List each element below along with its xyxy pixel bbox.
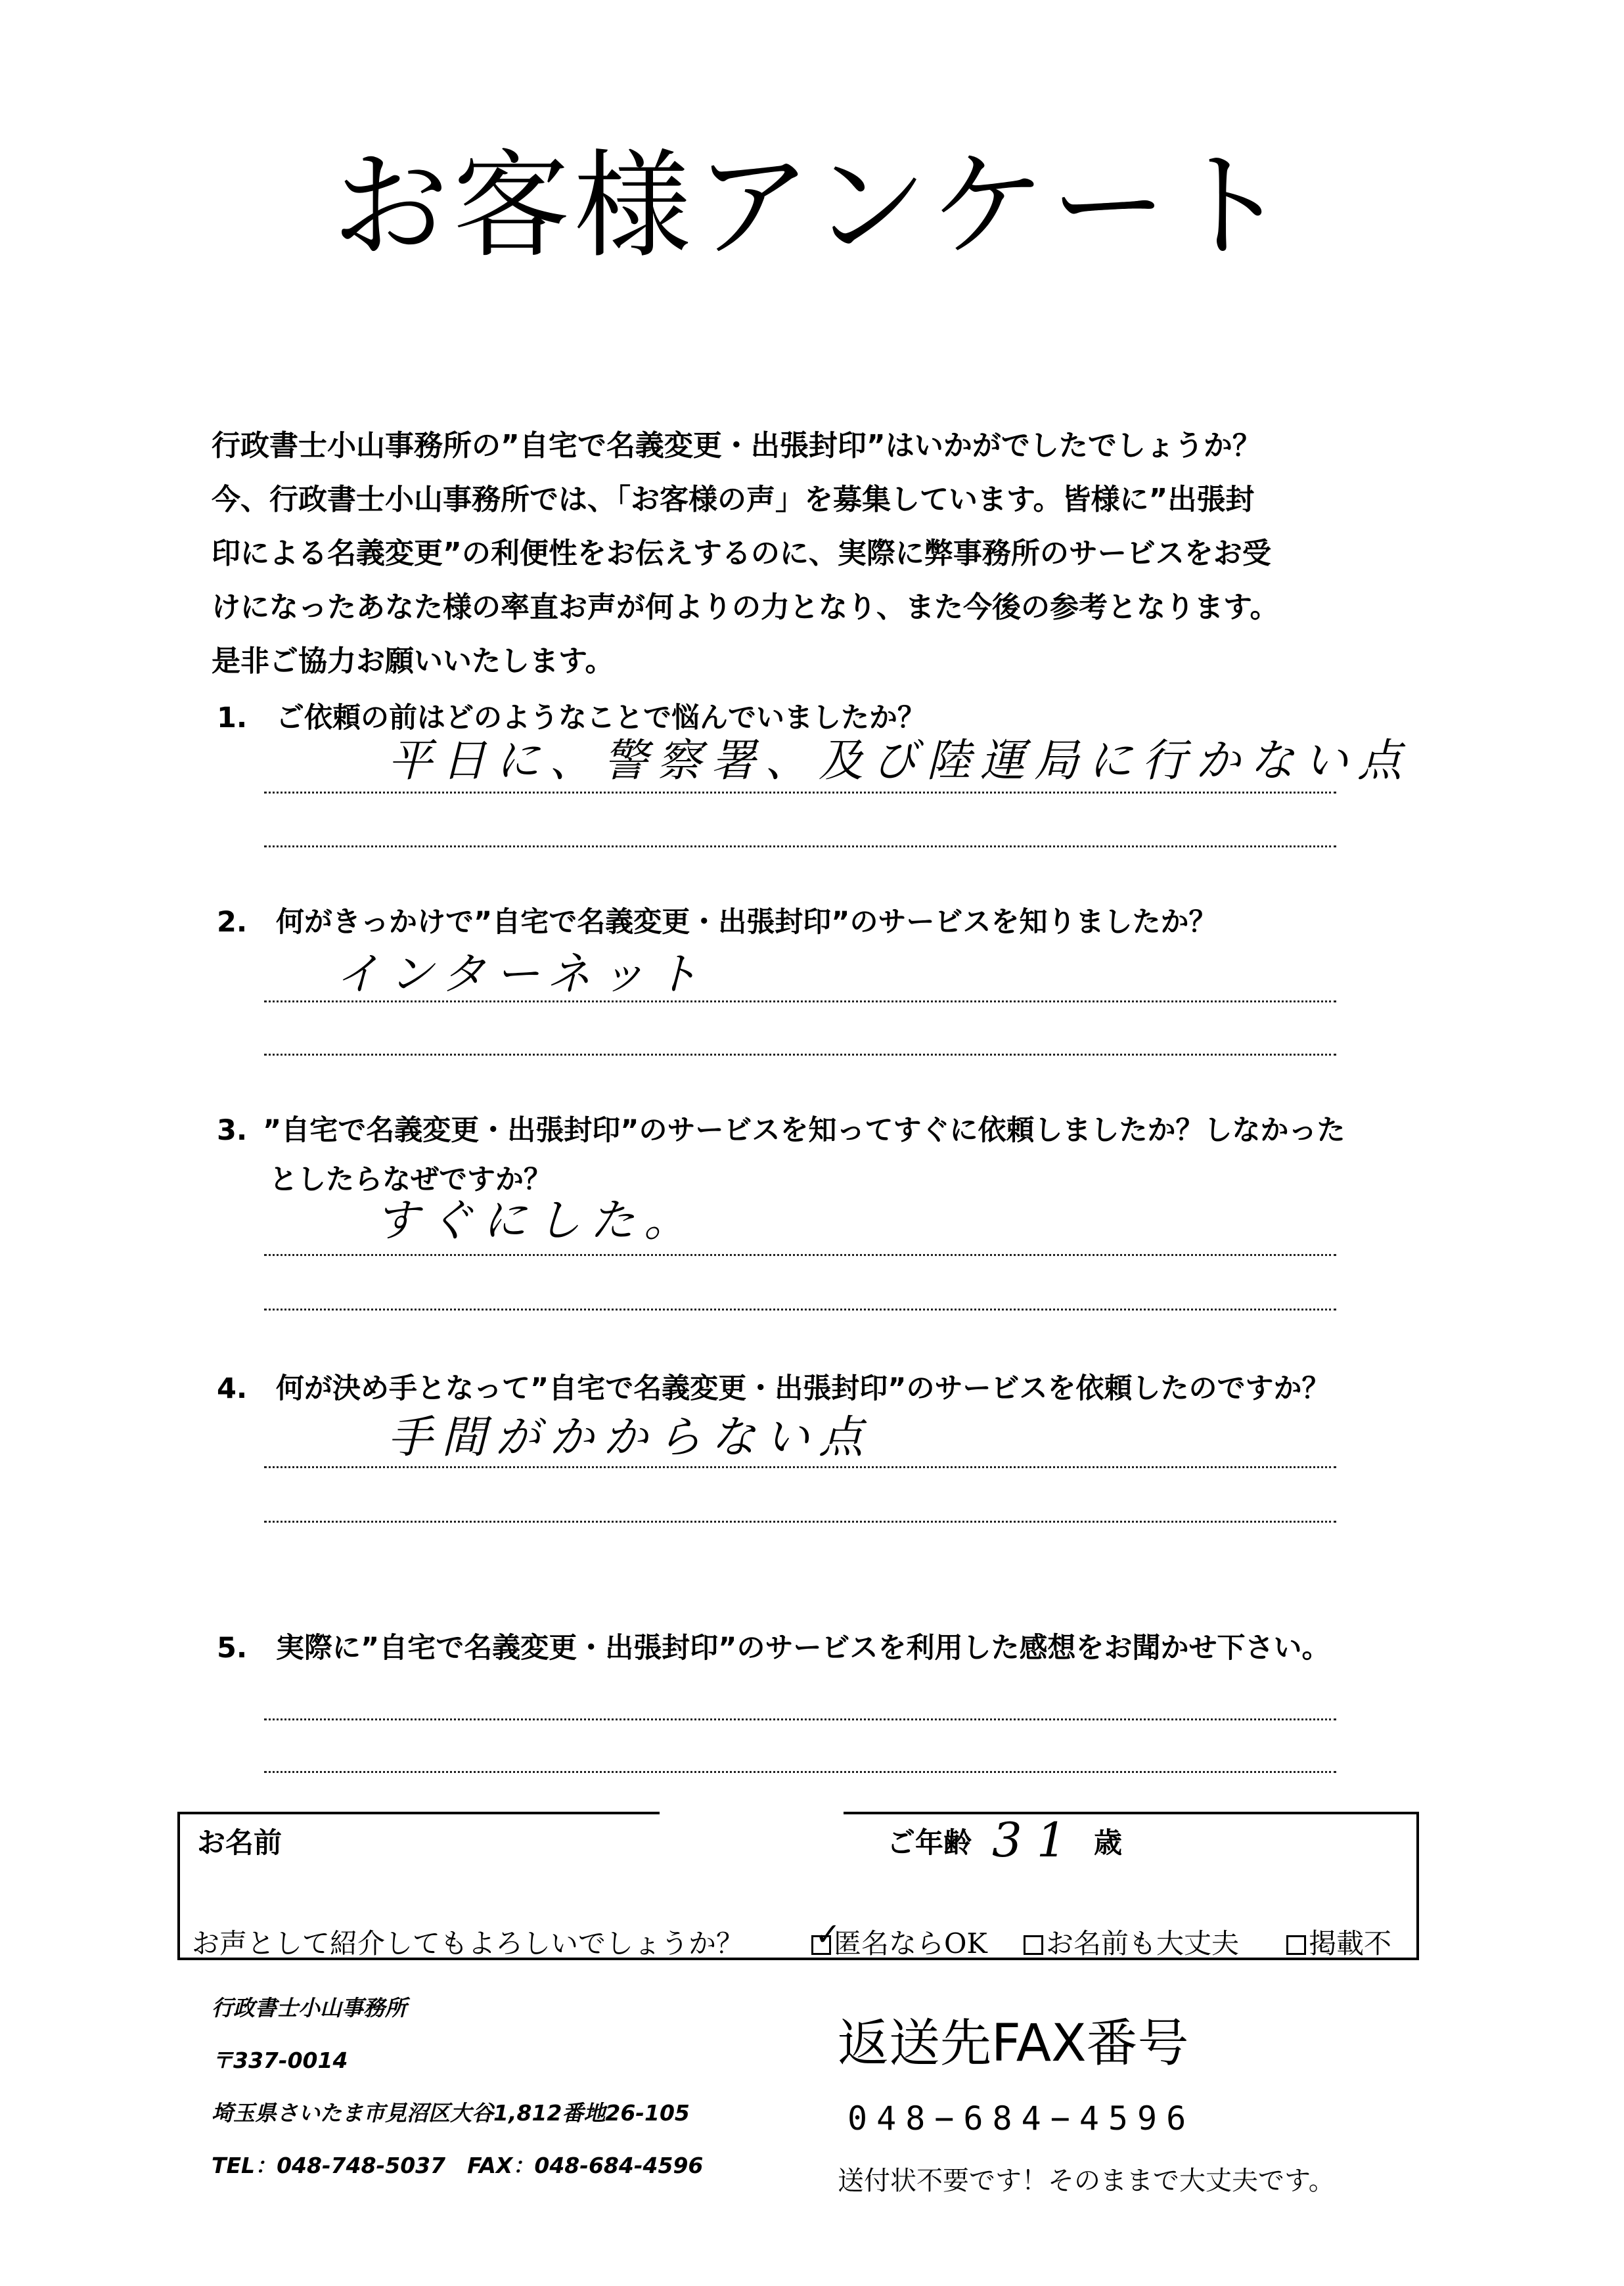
answer-line bbox=[264, 1054, 1336, 1056]
question-2-answer: インターネット bbox=[335, 949, 708, 1000]
return-fax-note: 送付状不要です！そのままで大丈夫です。 bbox=[838, 2166, 1335, 2196]
answer-line bbox=[264, 1309, 1336, 1311]
name-label: お名前 bbox=[197, 1827, 282, 1860]
page-title: お客様アンケート bbox=[332, 138, 1292, 274]
answer-line bbox=[264, 1771, 1336, 1773]
option-name-ok-label: お名前も大丈夫 bbox=[1046, 1927, 1240, 1960]
question-2-number: 2. bbox=[217, 906, 248, 939]
age-unit: 歳 bbox=[1094, 1827, 1122, 1860]
office-name: 行政書士小山事務所 bbox=[212, 1995, 407, 2021]
option-anonymous-label: 匿名ならOK bbox=[834, 1927, 987, 1960]
answer-line bbox=[264, 1718, 1336, 1720]
checkbox-checked[interactable] bbox=[811, 1916, 842, 1955]
return-fax-title: 返送先FAX番号 bbox=[838, 2014, 1189, 2073]
consent-question: お声として紹介してもよろしいでしょうか？ bbox=[192, 1927, 744, 1960]
answer-line bbox=[264, 1254, 1336, 1256]
option-no-publish-label: 掲載不 bbox=[1309, 1927, 1392, 1960]
age-label: ご年齢 bbox=[887, 1827, 972, 1860]
answer-line bbox=[264, 1466, 1336, 1468]
question-3-answer: すぐにした。 bbox=[374, 1195, 698, 1247]
question-1-text: ご依頼の前はどのようなことで悩んでいましたか？ bbox=[276, 702, 926, 734]
intro-line: けになったあなた様の率直お声が何よりの力となり、また今後の参考となります。 bbox=[212, 591, 1279, 624]
intro-line: 今、行政書士小山事務所では、「お客様の声」を募集しています。皆様に”出張封 bbox=[212, 483, 1255, 516]
answer-line bbox=[264, 1000, 1336, 1002]
intro-paragraph bbox=[212, 419, 1278, 688]
intro-line: 印による名義変更”の利便性をお伝えするのに、実際に弊事務所のサービスをお受 bbox=[212, 537, 1271, 570]
answer-line bbox=[264, 1521, 1336, 1523]
question-3-text-line2: としたらなぜですか？ bbox=[269, 1163, 552, 1196]
age-value: 31 bbox=[992, 1812, 1081, 1868]
intro-line: 行政書士小山事務所の”自宅で名義変更・出張封印”はいかがでしたでしょうか？ bbox=[212, 429, 1261, 462]
question-3-text: ”自宅で名義変更・出張封印”のサービスを知ってすぐに依頼しましたか？しなかった bbox=[263, 1114, 1345, 1147]
question-3-number: 3. bbox=[217, 1114, 248, 1147]
office-postal: 〒337-0014 bbox=[212, 2048, 348, 2073]
option-name-ok[interactable] bbox=[1024, 1927, 1240, 1960]
option-anonymous[interactable] bbox=[811, 1916, 987, 1960]
question-2-text: 何がきっかけで”自宅で名義変更・出張封印”のサービスを知りましたか？ bbox=[276, 906, 1217, 939]
office-address: 埼玉県さいたま市見沼区大谷1,812番地26-105 bbox=[212, 2100, 690, 2126]
intro-line: 是非ご協力お願いいたします。 bbox=[212, 644, 614, 678]
question-4-answer: 手間がかからない点 bbox=[388, 1412, 873, 1464]
question-5-text: 実際に”自宅で名義変更・出張封印”のサービスを利用した感想をお聞かせ下さい。 bbox=[276, 1632, 1330, 1665]
question-1-answer: 平日に、警察署、及び陸運局に行かない点 bbox=[388, 735, 1412, 787]
question-4-number: 4. bbox=[217, 1372, 248, 1405]
checkbox-unchecked[interactable] bbox=[1024, 1935, 1043, 1955]
return-fax-number: 048−684−4596 bbox=[847, 2099, 1196, 2138]
option-no-publish[interactable] bbox=[1286, 1927, 1392, 1960]
question-4-text: 何が決め手となって”自宅で名義変更・出張封印”のサービスを依頼したのですか？ bbox=[276, 1372, 1330, 1405]
check-mark-icon: ✓ bbox=[815, 1916, 842, 1953]
question-5-number: 5. bbox=[217, 1632, 248, 1665]
answer-line bbox=[264, 792, 1336, 794]
checkbox-unchecked[interactable] bbox=[1286, 1935, 1306, 1955]
answer-line bbox=[264, 845, 1336, 847]
question-1-number: 1. bbox=[217, 702, 248, 734]
office-tel-fax: TEL：048-748-5037 FAX：048-684-4596 bbox=[212, 2153, 704, 2178]
